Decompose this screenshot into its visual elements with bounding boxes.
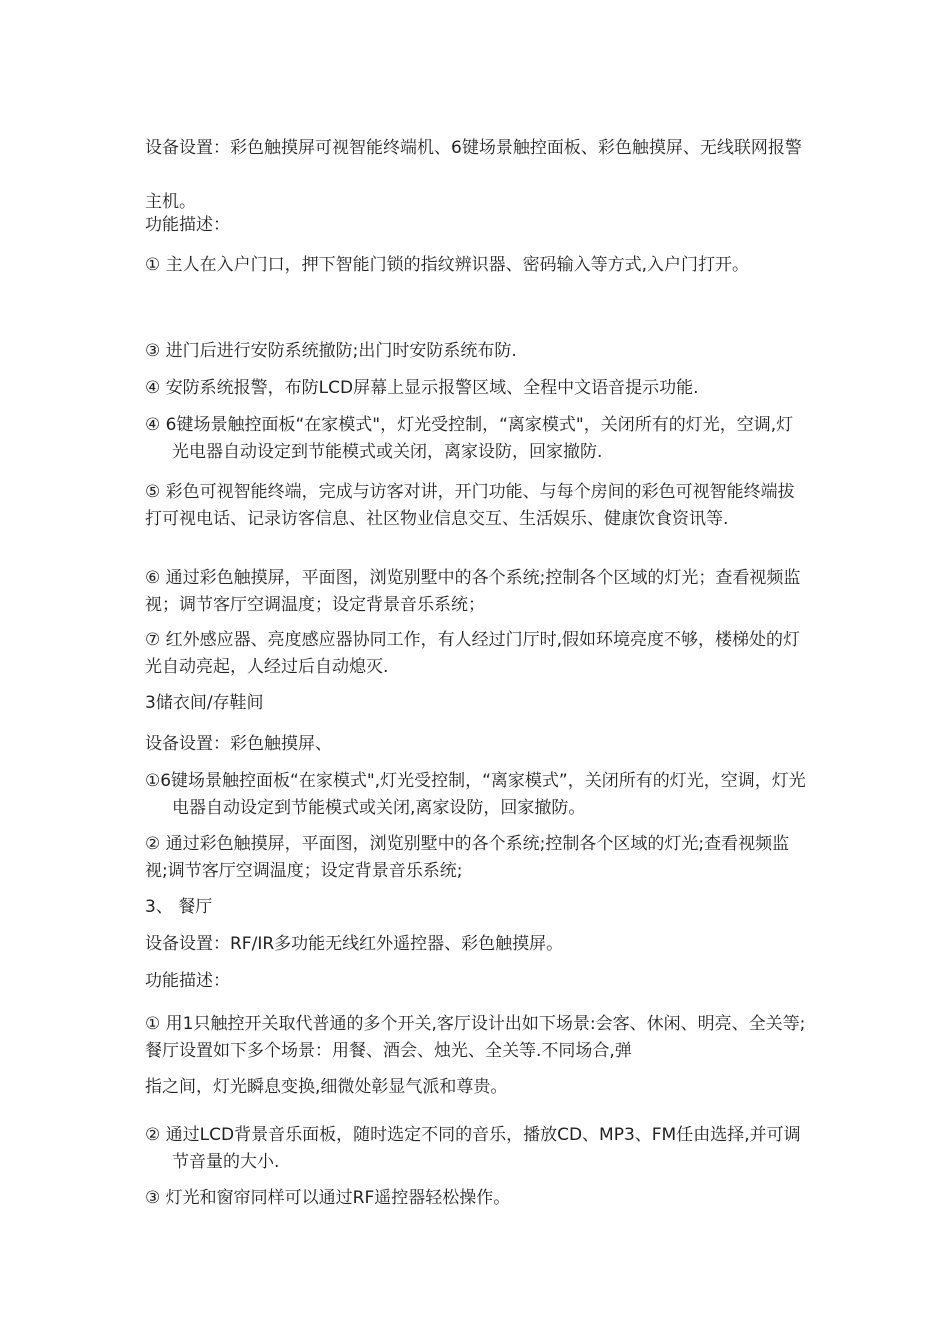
list-item-scene-panel: ④ 6键场景触控面板“在家模式"，灯光受控制，“离家模式"，关闭所有的灯光，空调,灯光电器自动设定到节能模式或关闭，离家设防，回家撤防. bbox=[145, 415, 794, 462]
section-heading-dining: 3、 餐厅 bbox=[145, 897, 213, 917]
dining-list-item-remote: ③ 灯光和窗帘同样可以通过RF遥控器轻松操作。 bbox=[145, 1188, 511, 1208]
list-item-security-disarm: ③ 进门后进行安防系统撤防;出门时安防系统布防. bbox=[145, 341, 517, 361]
dining-function-heading: 功能描述： bbox=[145, 971, 230, 991]
list-item-video-terminal: ⑤ 彩色可视智能终端，完成与访客对讲，开门功能、与每个房间的彩色可视智能终端拔打可视电话、记录访客信息、社区物业信息交互、生活娱乐、健康饮食资讯等. bbox=[145, 482, 795, 529]
closet-device-setup: 设备设置：彩色触摸屏、 bbox=[145, 734, 332, 754]
list-item-security-alarm: ④ 安防系统报警，布防LCD屏幕上显示报警区域、全程中文语音提示功能. bbox=[145, 378, 699, 398]
dining-device-setup: 设备设置：RF/IR多功能无线红外遥控器、彩色触摸屏。 bbox=[145, 934, 564, 954]
device-setup-paragraph: 设备设置：彩色触摸屏可视智能终端机、6键场景触控面板、彩色触摸屏、无线联网报警主机。 bbox=[145, 138, 802, 212]
function-description-heading: 功能描述： bbox=[145, 215, 230, 235]
dining-list-item-scenes-continued: 指之间，灯光瞬息变换,细微处彰显气派和尊贵。 bbox=[145, 1077, 508, 1097]
dining-list-item-music: ② 通过LCD背景音乐面板，随时选定不同的音乐，播放CD、MP3、FM任由选择,并可调节音量的大小. bbox=[145, 1125, 801, 1172]
section-heading-closet: 3储衣间/存鞋间 bbox=[145, 693, 264, 713]
closet-list-item-touch-screen: ② 通过彩色触摸屏，平面图，浏览别墅中的各个系统;控制各个区域的灯光;查看视频监视;调节客厅空调温度；设定背景音乐系统; bbox=[145, 834, 790, 881]
list-item-touch-screen: ⑥ 通过彩色触摸屏，平面图，浏览别墅中的各个系统;控制各个区域的灯光；查看视频监视；调节客厅空调温度；设定背景音乐系统； bbox=[145, 568, 801, 615]
dining-list-item-scenes: ① 用1只触控开关取代普通的多个开关,客厅设计出如下场景:会客、休闲、明亮、全关等;餐厅设置如下多个场景：用餐、酒会、烛光、全关等.不同场合,弹 bbox=[145, 1014, 806, 1061]
closet-list-item-scene-panel: ①6键场景触控面板“在家模式",灯光受控制，“离家模式”，关闭所有的灯光，空调，灯光电器自动设定到节能模式或关闭,离家设防，回家撤防。 bbox=[145, 771, 806, 818]
list-item-infrared-sensor: ⑦ 红外感应器、亮度感应器协同工作，有人经过门厅时,假如环境亮度不够，楼梯处的灯光自动亮起，人经过后自动熄灭. bbox=[145, 630, 801, 677]
list-item-entry-door: ① 主人在入户门口，押下智能门锁的指纹辨识器、密码输入等方式,入户门打开。 bbox=[145, 255, 750, 275]
